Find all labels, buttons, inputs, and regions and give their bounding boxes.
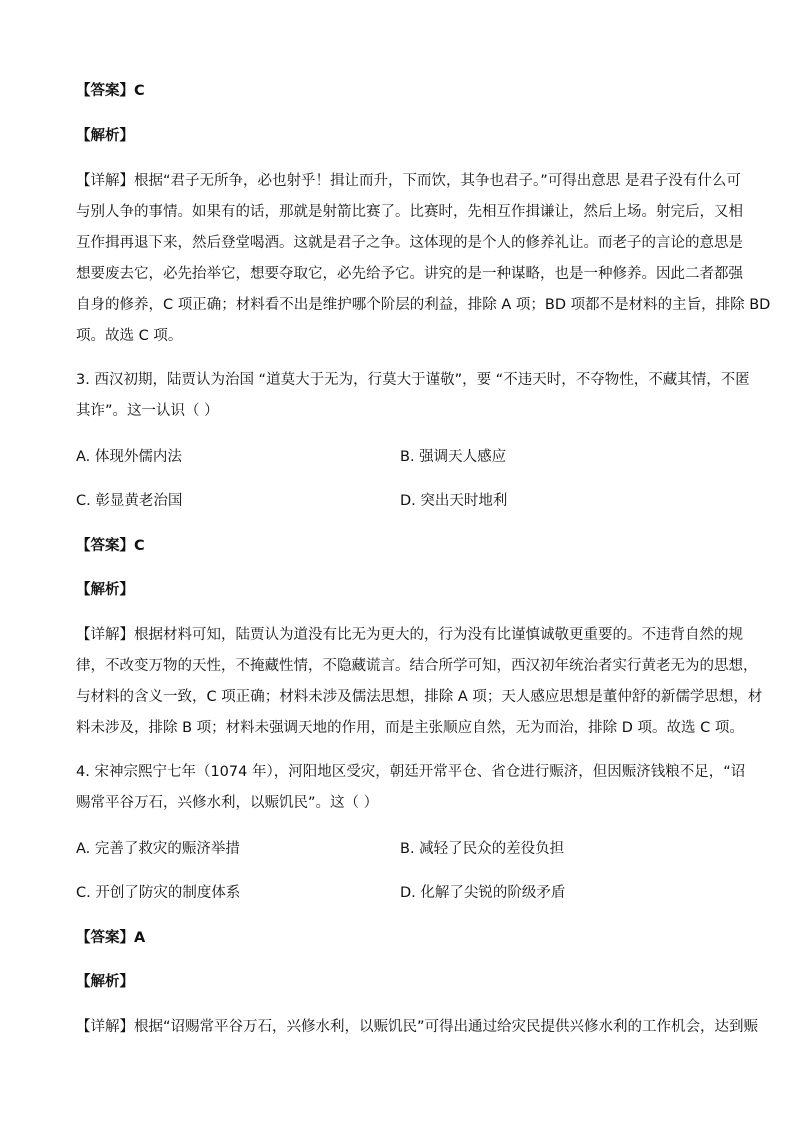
option-c: C. 彰显黄老治国 bbox=[76, 493, 183, 509]
detail-line: 料未涉及，排除 B 项；材料未强调天地的作用，而是主张顺应自然，无为而治，排除 D 项。故选 C 项。 bbox=[76, 720, 744, 736]
option-b: B. 强调天人感应 bbox=[400, 449, 507, 465]
detail-line: 想要废去它，必先抬举它，想要夺取它，必先给予它。讲究的是一种谋略，也是一种修养。因此二者都强 bbox=[76, 266, 743, 282]
detail-line: 与别人争的事情。如果有的话，那就是射箭比赛了。比赛时，先相互作揖谦让，然后上场。射完后，又相 bbox=[76, 204, 743, 220]
option-c: C. 开创了防灾的制度体系 bbox=[76, 885, 241, 901]
detail-line: 【详解】根据材料可知，陆贾认为道没有比无为更大的，行为没有比谨慎诚敬更重要的。不违背自然的规 bbox=[76, 627, 743, 643]
question-stem: 3. 西汉初期，陆贾认为治国 “道莫大于无为，行莫大于谨敬”，要 “不违天时，不夺物性，不藏其情，不匿 bbox=[76, 372, 750, 388]
detail-line: 律，不改变万物的天性，不掩藏性情，不隐藏谎言。结合所学可知，西汉初年统治者实行黄老无为的思想， bbox=[76, 658, 758, 674]
question-stem: 4. 宋神宗熙宁七年（1074 年），河阳地区受灾，朝廷开常平仓、省仓进行赈济，但因赈济钱粮不足，“诏 bbox=[76, 764, 746, 780]
option-d: D. 突出天时地利 bbox=[400, 493, 508, 509]
option-a: A. 体现外儒内法 bbox=[76, 449, 182, 465]
detail-line: 与材料的含义一致，C 项正确；材料未涉及儒法思想，排除 A 项；天人感应思想是董仲舒的新儒学思想，材 bbox=[76, 689, 763, 705]
answer-label: 【答案】C bbox=[76, 538, 145, 554]
analysis-label: 【解析】 bbox=[76, 974, 134, 990]
detail-line: 【详解】根据“君子无所争，必也射乎！揖让而升，下而饮，其争也君子。”可得出意思 是君子没有什么可 bbox=[76, 173, 741, 189]
question-stem: 其诈”。这一认识（ ） bbox=[76, 403, 219, 419]
analysis-label: 【解析】 bbox=[76, 128, 134, 144]
answer-label: 【答案】A bbox=[76, 930, 146, 946]
option-a: A. 完善了救灾的赈济举措 bbox=[76, 841, 240, 857]
option-b: B. 减轻了民众的差役负担 bbox=[400, 841, 565, 857]
detail-line: 【详解】根据“诏赐常平谷万石，兴修水利，以赈饥民”可得出通过给灾民提供兴修水利的工作机会，达到赈 bbox=[76, 1019, 759, 1035]
option-d: D. 化解了尖锐的阶级矛盾 bbox=[400, 885, 566, 901]
detail-line: 互作揖再退下来，然后登堂喝酒。这就是君子之争。这体现的是个人的修养礼让。而老子的言论的意思是 bbox=[76, 235, 743, 251]
analysis-label: 【解析】 bbox=[76, 582, 134, 598]
question-stem: 赐常平谷万石，兴修水利，以赈饥民”。这（ ） bbox=[76, 795, 379, 811]
detail-line: 自身的修养，C 项正确；材料看不出是维护哪个阶层的利益，排除 A 项；BD 项都不是材料的主旨，排除 BD bbox=[76, 297, 771, 313]
answer-label: 【答案】C bbox=[76, 83, 145, 99]
detail-line: 项。故选 C 项。 bbox=[76, 328, 183, 344]
